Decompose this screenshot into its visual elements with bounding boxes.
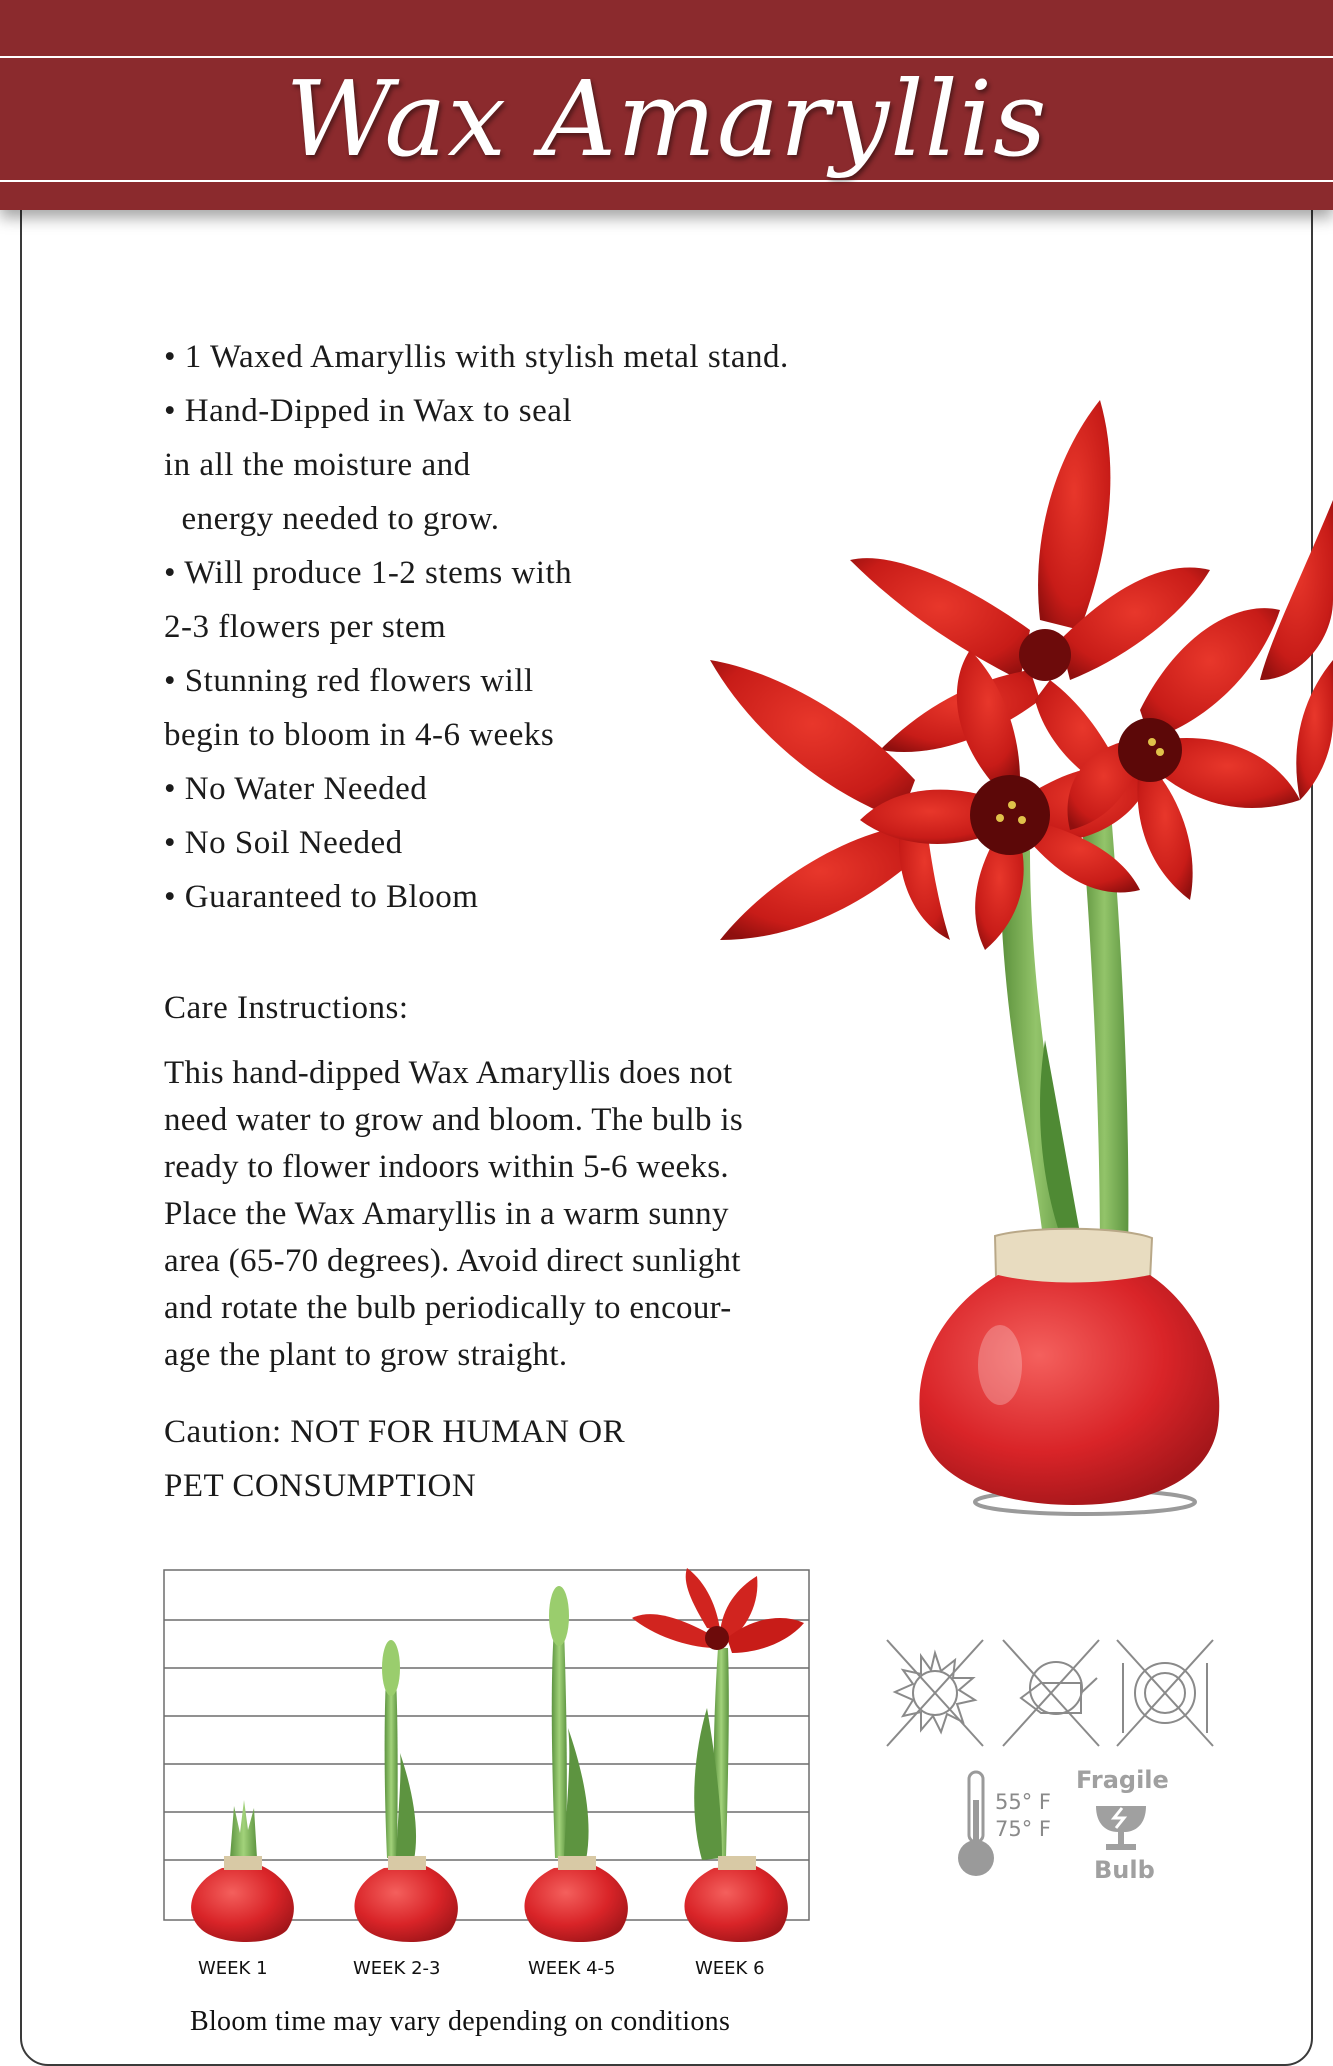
week-label: WEEK 2-3: [353, 1958, 441, 1979]
not-edible-icon: [1117, 1640, 1213, 1746]
feature-line: • No Soil Needed: [164, 825, 403, 861]
feature-line: begin to bloom in 4-6 weeks: [164, 717, 555, 753]
feature-line: • Stunning red flowers will: [164, 663, 534, 699]
amaryllis-photo: [700, 380, 1333, 1540]
temp-high: 75° F: [995, 1817, 1051, 1841]
feature-line: 2-3 flowers per stem: [164, 609, 447, 645]
caution-line-2: PET CONSUMPTION: [164, 1468, 477, 1504]
feature-line: • Hand-Dipped in Wax to seal: [164, 393, 573, 429]
caution-line-1: Caution: NOT FOR HUMAN OR: [164, 1414, 626, 1450]
temp-low: 55° F: [995, 1790, 1051, 1814]
feature-line: • No Water Needed: [164, 771, 428, 807]
care-line: area (65-70 degrees). Avoid direct sunlight: [164, 1243, 741, 1279]
care-heading: Care Instructions:: [164, 990, 409, 1026]
feature-list: [164, 330, 789, 924]
no-water-icon: [1003, 1640, 1099, 1746]
feature-line: • 1 Waxed Amaryllis with stylish metal stand.: [164, 339, 789, 375]
caution-warning: [164, 1405, 625, 1513]
care-line: age the plant to grow straight.: [164, 1337, 568, 1373]
week-label: WEEK 6: [695, 1958, 765, 1979]
thermometer-icon: [956, 1770, 996, 1880]
care-line: Place the Wax Amaryllis in a warm sunny: [164, 1196, 729, 1232]
feature-line: energy needed to grow.: [164, 501, 500, 537]
feature-line: • Will produce 1-2 stems with: [164, 555, 573, 591]
page-title: Wax Amaryllis: [285, 58, 1048, 180]
growth-stage-week-2-3: [354, 1640, 457, 1942]
feature-line: in all the moisture and: [164, 447, 471, 483]
growth-stage-week-6: [632, 1568, 804, 1942]
title-banner: [0, 0, 1333, 210]
no-sun-icon: [887, 1640, 983, 1746]
growth-stage-week-1: [191, 1800, 294, 1942]
week-label: WEEK 4-5: [528, 1958, 616, 1979]
care-line: and rotate the bulb periodically to encour-: [164, 1290, 732, 1326]
banner-rule-bottom: [0, 180, 1333, 182]
bloom-time-note: Bloom time may vary depending on conditions: [190, 2006, 731, 2037]
flower-edge: [1260, 500, 1333, 800]
care-symbols: [885, 1638, 1225, 1748]
care-line: This hand-dipped Wax Amaryllis does not: [164, 1055, 733, 1091]
fragile-glass-icon: [1092, 1804, 1150, 1854]
bulb-label: Bulb: [1094, 1856, 1155, 1884]
growth-chart: [162, 1568, 842, 1948]
care-line: need water to grow and bloom. The bulb is: [164, 1102, 743, 1138]
fragile-label: Fragile: [1076, 1766, 1169, 1794]
feature-line: • Guaranteed to Bloom: [164, 879, 479, 915]
week-label: WEEK 1: [198, 1958, 268, 1979]
care-line: ready to flower indoors within 5-6 weeks.: [164, 1149, 729, 1185]
